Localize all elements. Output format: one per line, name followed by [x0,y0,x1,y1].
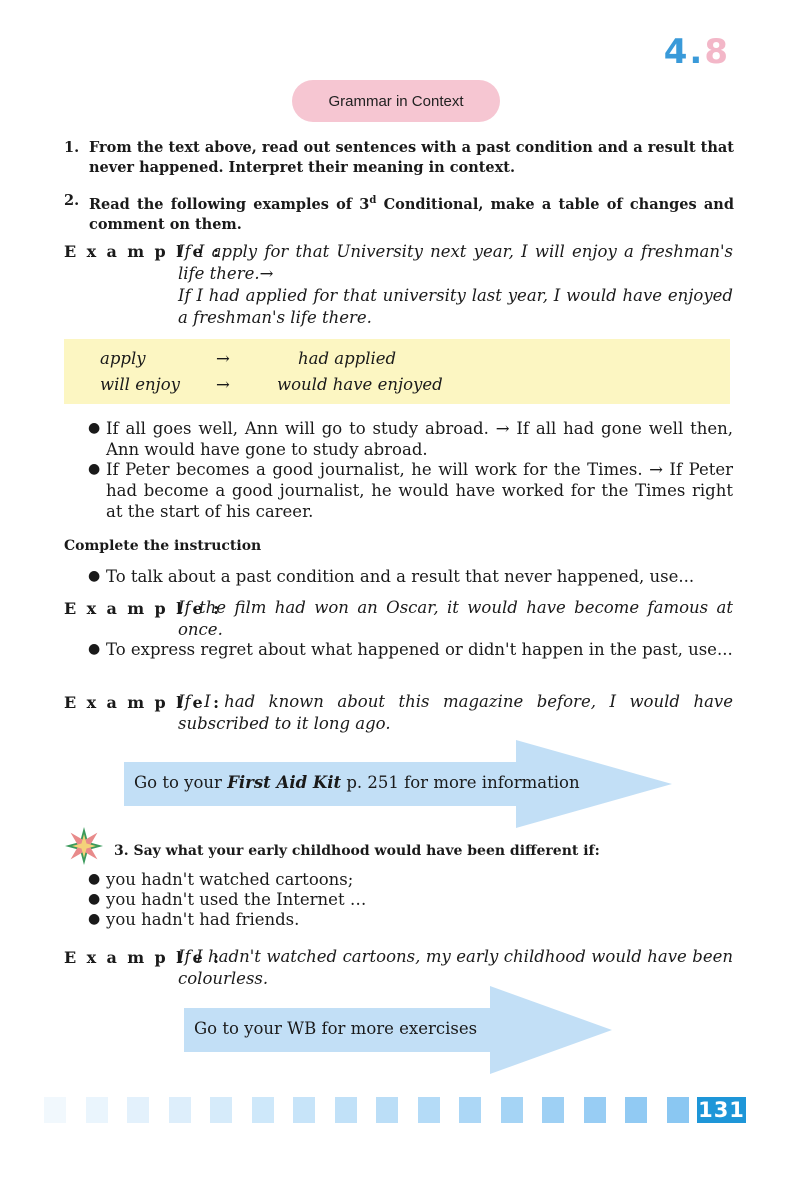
task-2: 2. Read the following examples of 3$^d$ Conditional, make a table of changes and comment on them. [64,192,734,233]
example-label-2: E x a m p l e : [64,599,222,618]
example-label-4: E x a m p l e : [64,948,222,967]
bullet-icon: ● [88,420,101,436]
change-to: would have enjoyed [277,375,443,394]
footer-square [501,1097,523,1123]
change-arrow: → [216,349,230,368]
footer-square [86,1097,108,1123]
footer-square [376,1097,398,1123]
example-label-3: E x a m p l e : [64,693,222,712]
bullet-icon: ● [88,911,101,927]
changes-table [64,339,730,404]
footer-square [418,1097,440,1123]
wb-exercises-text: Go to your WB for more exercises [194,1019,478,1038]
example-1-line-1: If I apply for that University next year, I will enjoy a freshman's life there.→ [178,242,733,283]
bullet-icon: ● [88,568,101,584]
bullet-icon: ● [88,891,101,907]
wb-exercises-arrow [184,986,612,1074]
example-2-text: If the film had won an Oscar, it would have become famous at once. [178,598,733,639]
task-1: 1. From the text above, read out sentences with a past condition and a result that never happened. Interpret their meaning in context. [64,139,734,176]
rule-1: ● To talk about a past condition and a result that never happened, use... [88,567,695,586]
change-from: will enjoy [100,375,180,394]
bullet-icon: ● [88,871,101,887]
complete-instruction-heading: Complete the instruction [64,538,262,554]
first-aid-kit-text: Go to your First Aid Kit p. 251 for more information [134,773,580,792]
list-item: ● you hadn't watched cartoons; [88,870,354,889]
bullet-icon: ● [88,641,101,657]
footer-square [293,1097,315,1123]
section-title: Grammar in Context [292,80,500,122]
task-3: 3. Say what your early childhood would have been different if: [114,843,600,859]
bullet-icon: ● [88,461,101,477]
rule-2: ● To express regret about what happened or didn't happen in the past, use... [88,640,733,659]
list-item: ● you hadn't had friends. [88,910,300,929]
change-to: had applied [298,349,397,368]
change-from: apply [100,349,146,368]
footer-square [335,1097,357,1123]
footer-square [252,1097,274,1123]
footer-square [667,1097,689,1123]
list-item: ● If Peter becomes a good journalist, he will work for the Times. → If Peter had become a good journalist, he would have worked for the Times right at the start of his career. [88,460,733,521]
change-arrow: → [216,375,230,394]
footer-square [625,1097,647,1123]
footer-square [44,1097,66,1123]
example-1-line-2: If I had applied for that university last year, I would have enjoyed a freshman's life there. [178,286,733,327]
footer-square [584,1097,606,1123]
footer-square [127,1097,149,1123]
footer-square [210,1097,232,1123]
unit-number: 4.8 [663,32,730,72]
page-number: 131 [698,1098,745,1122]
footer-square [459,1097,481,1123]
example-3-text: If I had known about this magazine before, I would have subscribed to it long ago. [178,692,733,733]
star-icon [64,826,104,870]
example-4-text: If I hadn't watched cartoons, my early childhood would have been colourless. [178,947,733,988]
list-item: ● you hadn't used the Internet … [88,890,367,909]
example-label-1: E x a m p l e : [64,242,222,261]
footer-square [542,1097,564,1123]
list-item: ● If all goes well, Ann will go to study abroad. → If all had gone well then, Ann would have gone to study abroad. [88,419,733,459]
first-aid-kit-arrow [124,740,672,828]
footer-square [169,1097,191,1123]
